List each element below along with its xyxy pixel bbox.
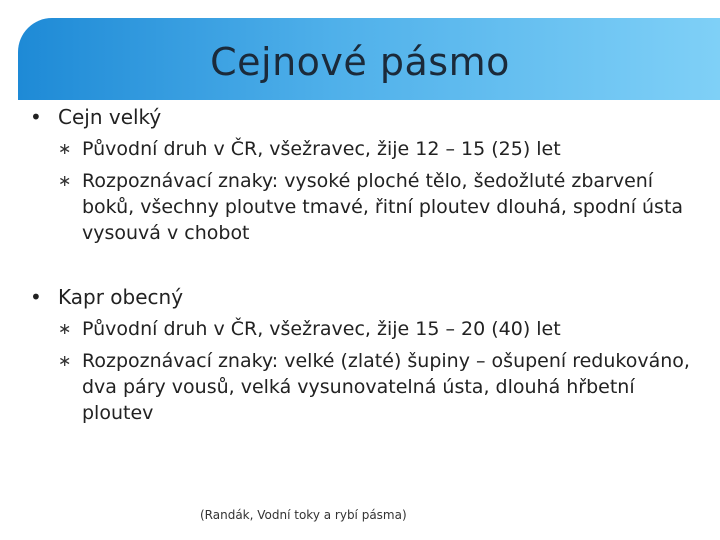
list-item-kapr-obecny <box>28 284 708 310</box>
bullet-marker: • <box>30 285 42 309</box>
slide-title: Cejnové pásmo <box>210 40 510 84</box>
sub-item <box>28 316 708 342</box>
sub-item <box>28 168 708 246</box>
slide-content <box>28 104 708 426</box>
list-item-cejn-velky <box>28 104 708 130</box>
bullet-marker: • <box>30 105 42 129</box>
asterisk-marker: ∗ <box>58 351 72 370</box>
asterisk-marker: ∗ <box>58 171 72 190</box>
sub-item-text: Původní druh v ČR, všežravec, žije 12 – 15 (25) let <box>82 138 561 160</box>
citation: (Randák, Vodní toky a rybí pásma) <box>200 508 407 522</box>
asterisk-marker: ∗ <box>58 139 72 158</box>
sub-item-text: Rozpoznávací znaky: velké (zlaté) šupiny – ošupení redukováno, dva páry vousů, velká vysunovatelná ústa, dlouhá hřbetní ploutev <box>82 350 690 424</box>
sub-item-text: Rozpoznávací znaky: vysoké ploché tělo, šedožluté zbarvení boků, všechny ploutve tmavé, řitní ploutev dlouhá, spodní ústa vysouvá v chobot <box>82 170 684 244</box>
sub-item-text: Původní druh v ČR, všežravec, žije 15 – 20 (40) let <box>82 318 561 340</box>
item-label: Kapr obecný <box>58 285 184 309</box>
item-label: Cejn velký <box>58 105 162 129</box>
asterisk-marker: ∗ <box>58 319 72 338</box>
sub-item <box>28 348 708 426</box>
sub-item <box>28 136 708 162</box>
